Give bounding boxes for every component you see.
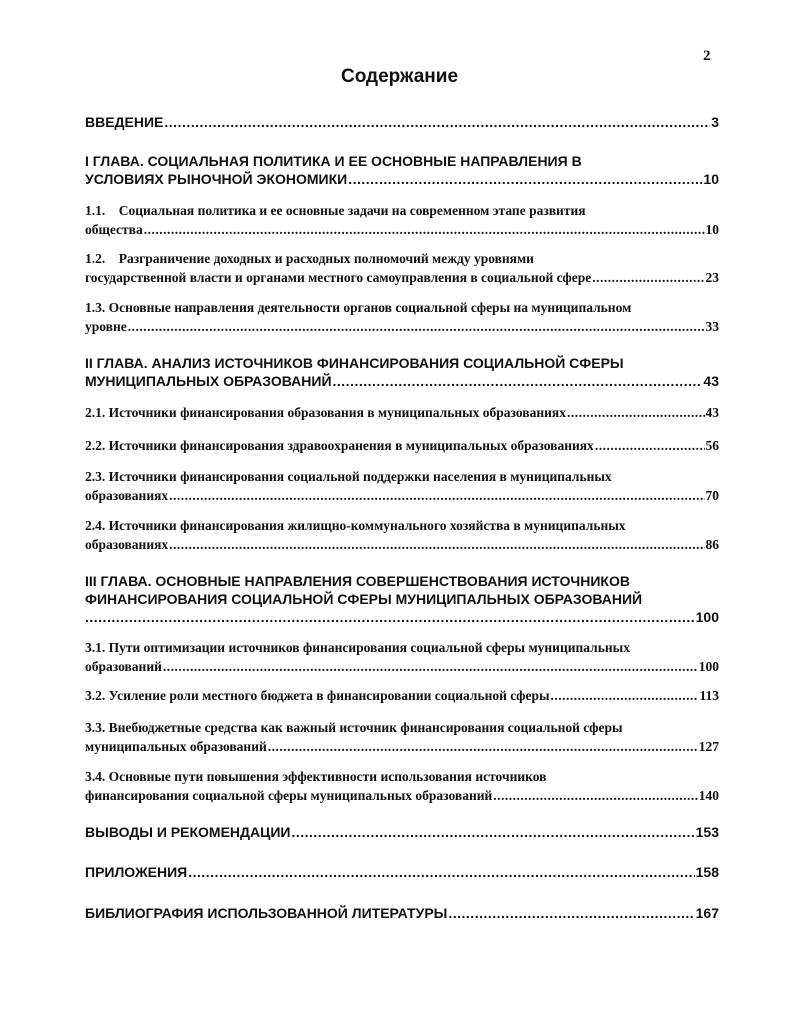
toc-entry-title-line1: 3.1. Пути оптимизации источников финансирования социальной сферы муниципальных xyxy=(85,640,630,655)
toc-entry-section-3-1[interactable] xyxy=(85,638,719,676)
toc-entry-chapter-3[interactable] xyxy=(85,572,719,626)
toc-entry-title-line1: II ГЛАВА. АНАЛИЗ ИСТОЧНИКОВ ФИНАНСИРОВАНИЯ СОЦИАЛЬНОЙ СФЕРЫ xyxy=(85,355,624,371)
dot-leader xyxy=(144,223,705,237)
toc-entry-title: 3.2. Усиление роли местного бюджета в финансировании социальной сферы xyxy=(85,688,550,703)
toc-entry-section-3-2[interactable] xyxy=(85,686,719,705)
toc-page-number: 33 xyxy=(705,319,719,334)
toc-entry-title: ПРИЛОЖЕНИЯ xyxy=(85,864,188,880)
dot-leader xyxy=(169,538,704,552)
toc-entry-appendices[interactable] xyxy=(85,863,719,881)
toc-page-number: 43 xyxy=(703,373,719,389)
page-title: Содержание xyxy=(340,66,459,87)
toc-page-number: 158 xyxy=(695,864,719,880)
toc-entry-title-line2: УСЛОВИЯХ РЫНОЧНОЙ ЭКОНОМИКИ xyxy=(85,171,348,187)
dot-leader xyxy=(169,489,704,503)
toc-entry-section-1-2[interactable] xyxy=(85,249,719,287)
toc-entry-title-line2: финансирования социальной сферы муниципальных образований xyxy=(85,788,493,803)
toc-entry-section-2-1[interactable] xyxy=(85,403,719,422)
toc-entry-title-line2: муниципальных образований xyxy=(85,739,267,754)
toc-entry-section-3-3[interactable] xyxy=(85,718,719,756)
dot-leader xyxy=(348,172,702,186)
toc-entry-title-line2: МУНИЦИПАЛЬНЫХ ОБРАЗОВАНИЙ xyxy=(85,373,332,389)
toc-page-number: 167 xyxy=(695,905,719,921)
toc-page-number: 140 xyxy=(698,788,719,803)
toc-page-number: 100 xyxy=(698,659,719,674)
dot-leader xyxy=(188,865,694,879)
toc-entry-title-line1: 2.3. Источники финансирования социальной поддержки населения в муниципальных xyxy=(85,469,612,484)
toc-page-number: 10 xyxy=(703,171,719,187)
dot-leader xyxy=(164,115,710,129)
toc-entry-introduction[interactable] xyxy=(85,113,719,131)
toc-entry-title-line1: I ГЛАВА. СОЦИАЛЬНАЯ ПОЛИТИКА И ЕЕ ОСНОВНЫЕ НАПРАВЛЕНИЯ В xyxy=(85,153,582,169)
toc-entry-title-line1: 2.4. Источники финансирования жилищно-коммунального хозяйства в муниципальных xyxy=(85,518,626,533)
toc-entry-title: БИБЛИОГРАФИЯ ИСПОЛЬЗОВАННОЙ ЛИТЕРАТУРЫ xyxy=(85,905,448,921)
toc-entry-title-line2: ФИНАНСИРОВАНИЯ СОЦИАЛЬНОЙ СФЕРЫ МУНИЦИПАЛЬНЫХ ОБРАЗОВАНИЙ xyxy=(85,591,643,607)
dot-leader xyxy=(268,740,698,754)
toc-page-number: 43 xyxy=(705,405,719,420)
toc-entry-title-line1: 1.3. Основные направления деятельности органов социальной сферы на муниципальном xyxy=(85,300,632,315)
dot-leader xyxy=(567,406,705,420)
toc-entry-title-line2: образованиях xyxy=(85,488,169,503)
dot-leader xyxy=(551,689,699,703)
toc-page-number: 127 xyxy=(698,739,719,754)
toc-entry-title-line1: 1.1. Социальная политика и ее основные задачи на современном этапе развития xyxy=(85,203,586,218)
toc-entry-title: ВВЕДЕНИЕ xyxy=(85,114,164,130)
toc-entry-section-2-3[interactable] xyxy=(85,467,719,505)
toc-entry-conclusions[interactable] xyxy=(85,823,719,841)
page-number: 2 xyxy=(703,48,711,64)
dot-leader xyxy=(291,825,694,839)
toc-page-number: 100 xyxy=(695,609,719,625)
toc-entry-title-line2: уровне xyxy=(85,319,127,334)
toc-page-number: 10 xyxy=(705,222,719,237)
dot-leader xyxy=(163,660,698,674)
dot-leader xyxy=(595,439,705,453)
dot-leader xyxy=(592,271,704,285)
toc-entry-title-line2: образований xyxy=(85,659,162,674)
toc-page-number: 56 xyxy=(705,438,719,453)
toc-entry-section-1-3[interactable] xyxy=(85,298,719,336)
toc-page-number: 86 xyxy=(705,537,719,552)
toc-entry-section-1-1[interactable] xyxy=(85,201,719,239)
dot-leader xyxy=(448,906,694,920)
toc-entry-title: 2.2. Источники финансирования здравоохранения в муниципальных образованиях xyxy=(85,438,594,453)
toc-entry-title-line1: III ГЛАВА. ОСНОВНЫЕ НАПРАВЛЕНИЯ СОВЕРШЕНСТВОВАНИЯ ИСТОЧНИКОВ xyxy=(85,573,630,589)
dot-leader xyxy=(85,610,695,624)
toc-entry-title-line1: 1.2. Разграничение доходных и расходных полномочий между уровнями xyxy=(85,251,534,266)
toc-entry-chapter-2[interactable] xyxy=(85,354,719,390)
toc-page-number: 153 xyxy=(695,824,719,840)
toc-entry-bibliography[interactable] xyxy=(85,904,719,922)
toc-entry-title-line1: 3.4. Основные пути повышения эффективности использования источников xyxy=(85,769,547,784)
toc-entry-section-2-2[interactable] xyxy=(85,436,719,455)
toc-entry-title: 2.1. Источники финансирования образования в муниципальных образованиях xyxy=(85,405,566,420)
toc-entry-title-line2: общества xyxy=(85,222,143,237)
toc-page-number: 70 xyxy=(705,488,719,503)
toc-entry-title-line2: образованиях xyxy=(85,537,169,552)
toc-entry-section-3-4[interactable] xyxy=(85,767,719,805)
toc-entry-title: ВЫВОДЫ И РЕКОМЕНДАЦИИ xyxy=(85,824,291,840)
dot-leader xyxy=(493,789,697,803)
dot-leader xyxy=(333,374,703,388)
toc-entry-title-line1: 3.3. Внебюджетные средства как важный источник финансирования социальной сферы xyxy=(85,720,623,735)
toc-page-number: 3 xyxy=(711,114,719,130)
toc-page-number: 113 xyxy=(699,688,719,703)
toc-entry-section-2-4[interactable] xyxy=(85,516,719,554)
toc-page-number: 23 xyxy=(705,270,719,285)
dot-leader xyxy=(128,320,705,334)
toc-entry-title-line2: государственной власти и органами местного самоуправления в социальной сфере xyxy=(85,270,592,285)
toc-entry-chapter-1[interactable] xyxy=(85,152,719,188)
